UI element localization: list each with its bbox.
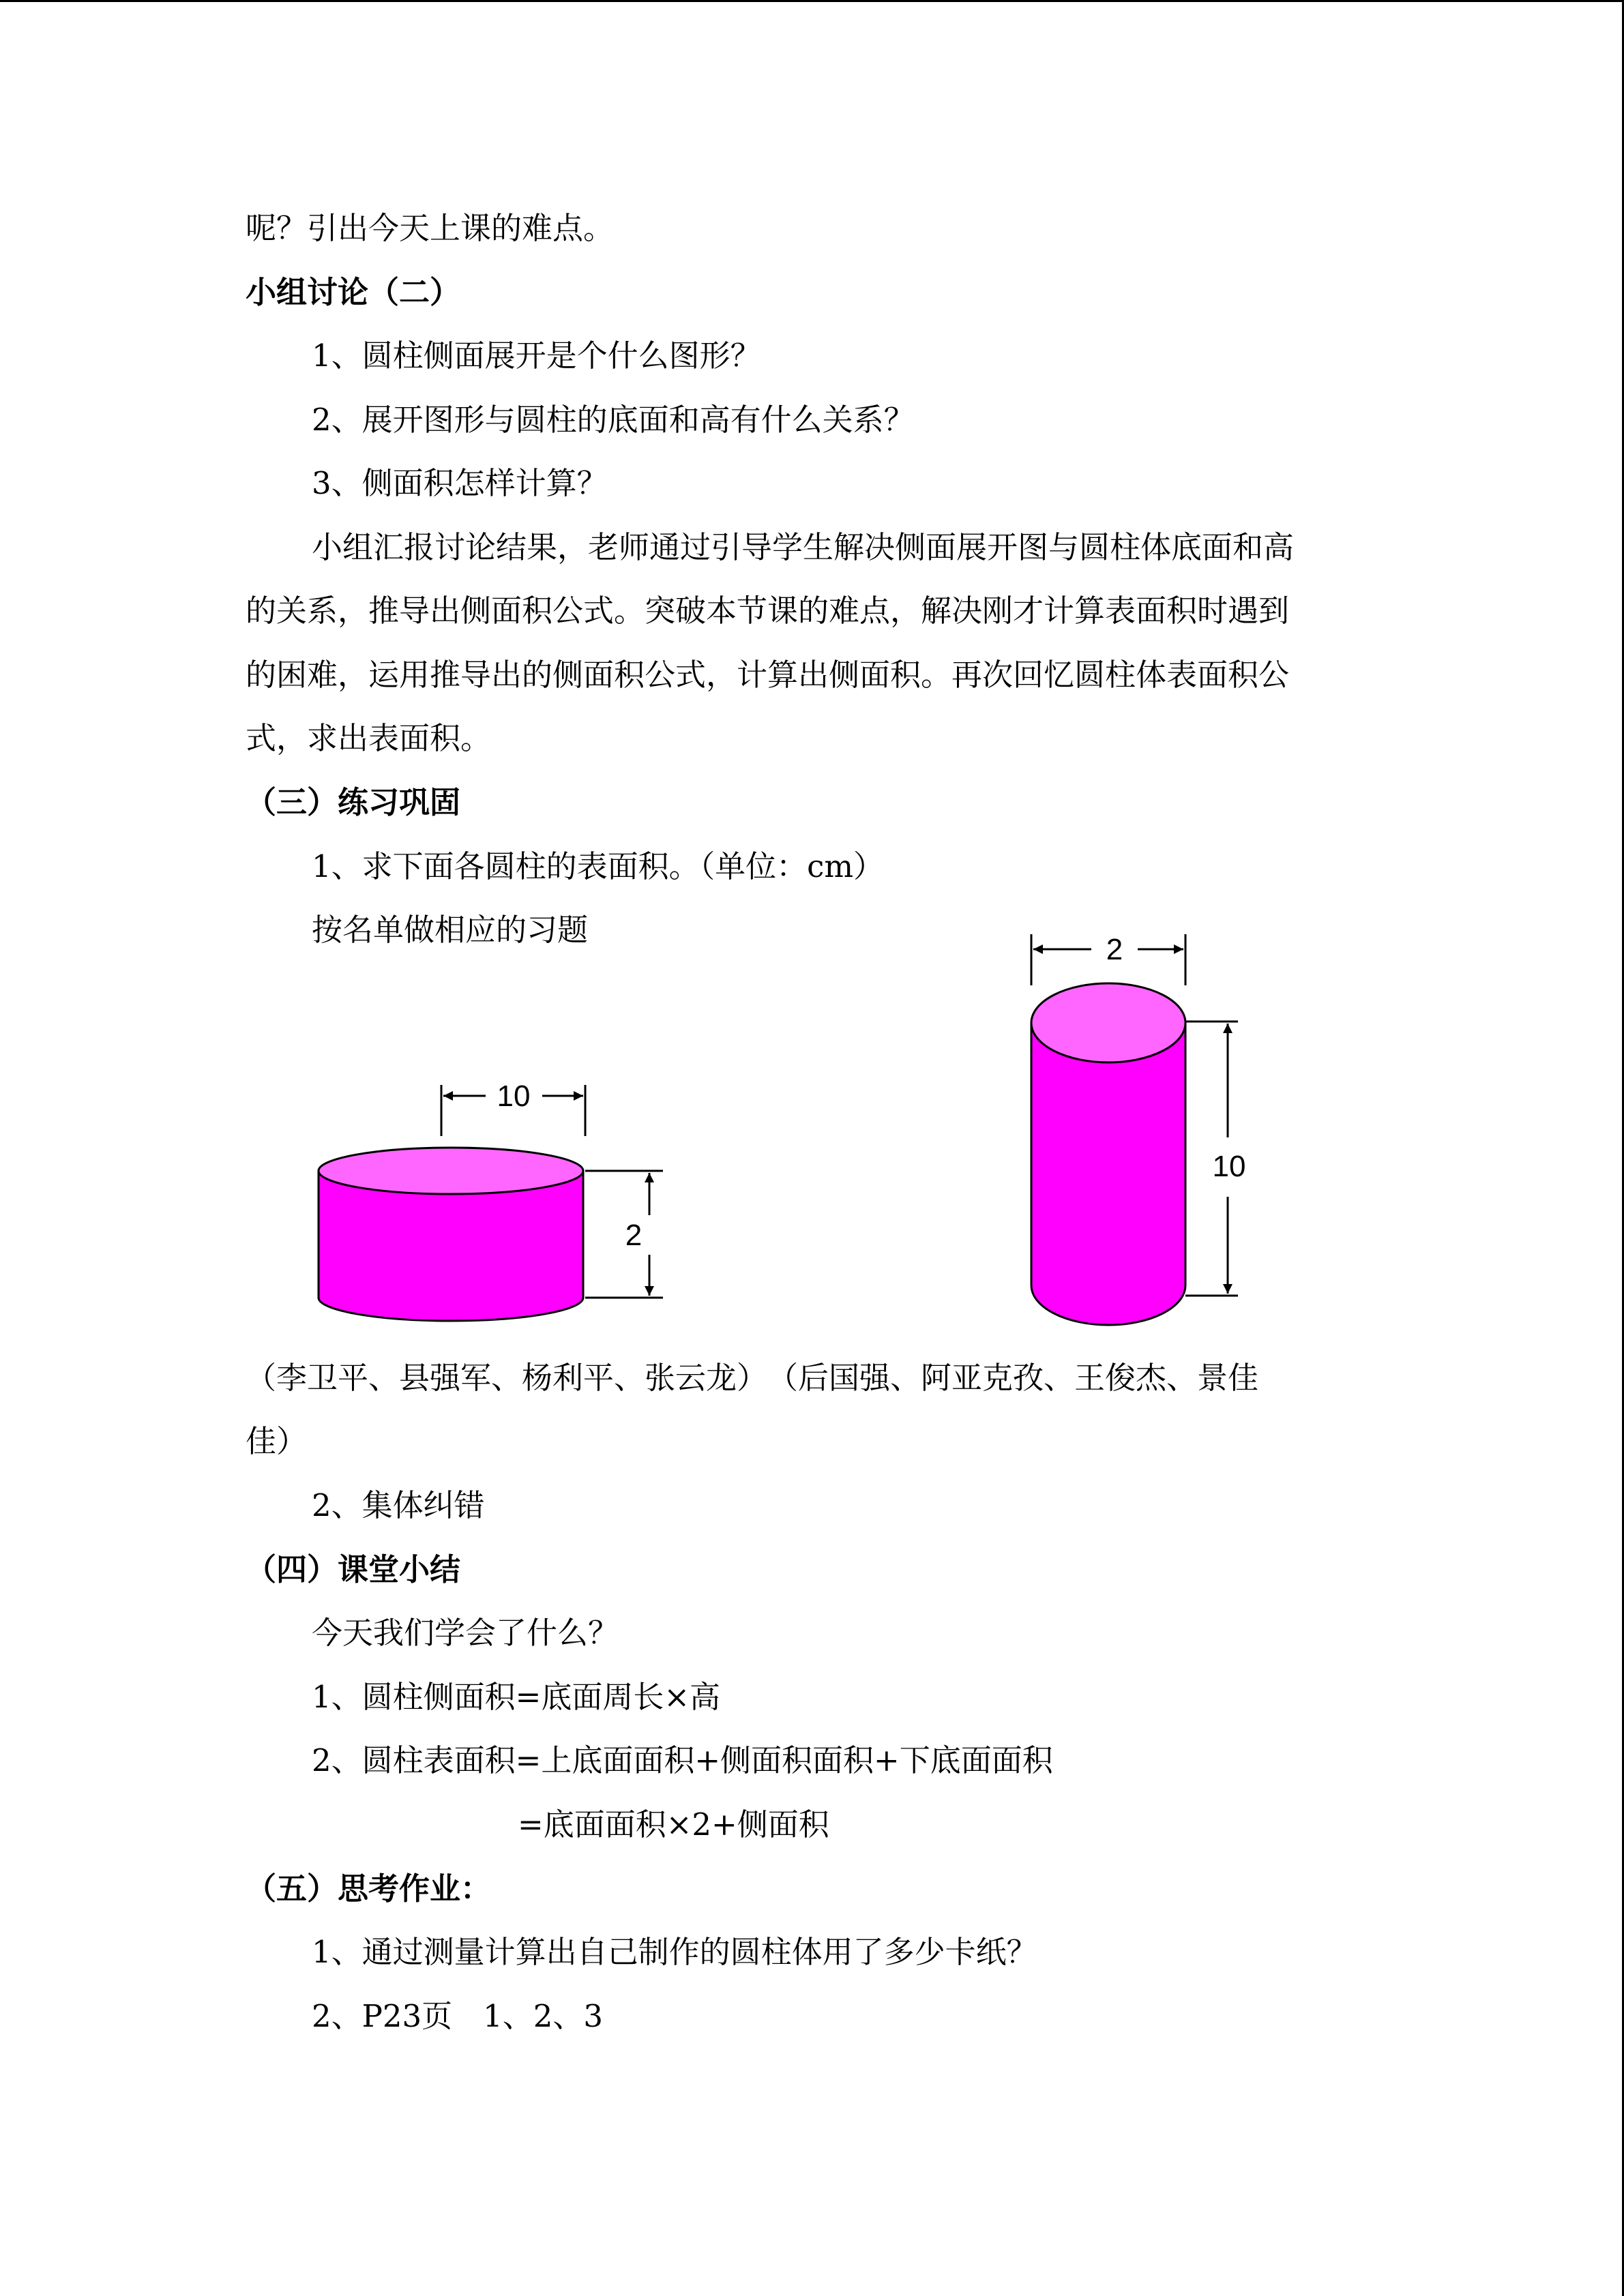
summary-question: 今天我们学会了什么？ — [312, 1615, 619, 1651]
paragraph-line-1: 小组汇报讨论结果，老师通过引导学生解决侧面展开图与圆柱体底面和高 — [312, 529, 1295, 565]
formula-surface-area-simplified: =底面面积×2+侧面积 — [518, 1806, 829, 1843]
cylinder-a-top — [319, 1148, 583, 1194]
text-line-1: 呢？引出今天上课的难点。 — [246, 210, 615, 246]
cylinder-a-diameter-label: 10 — [497, 1079, 531, 1113]
question-2: 2、展开图形与圆柱的底面和高有什么关系？ — [312, 402, 915, 438]
question-1: 1、圆柱侧面展开是个什么图形？ — [312, 338, 761, 374]
exercise-instruction: 1、求下面各圆柱的表面积。（单位：cm） — [312, 848, 885, 884]
paragraph-line-3: 的困难，运用推导出的侧面积公式，计算出侧面积。再次回忆圆柱体表面积公 — [246, 657, 1290, 693]
cylinder-b-height-label: 10 — [1212, 1150, 1246, 1183]
question-3: 3、侧面积怎样计算？ — [312, 465, 608, 501]
student-names-line-2: 佳） — [246, 1423, 308, 1459]
student-names-line-1: （李卫平、县强军、杨利平、张云龙） （后国强、阿亚克孜、王俊杰、景佳 — [246, 1360, 1259, 1396]
homework-item-1: 1、通过测量计算出自己制作的圆柱体用了多少卡纸？ — [312, 1934, 1037, 1970]
paragraph-line-2: 的关系，推导出侧面积公式。突破本节课的难点，解决刚才计算表面积时遇到 — [246, 593, 1290, 629]
section-heading-summary: （四）课堂小结 — [246, 1551, 461, 1587]
cylinder-b — [1031, 933, 1245, 1325]
cylinder-a-height-label: 2 — [625, 1219, 643, 1252]
formula-surface-area: 2、圆柱表面积=上底面面积+侧面积面积+下底面面积 — [312, 1742, 1053, 1778]
cylinder-b-top — [1031, 983, 1185, 1062]
formula-lateral-area: 1、圆柱侧面积=底面周长×高 — [312, 1679, 721, 1715]
section-heading-homework: （五）思考作业： — [246, 1870, 492, 1907]
homework-item-2: 2、P23页 1、2、3 — [312, 1998, 604, 2034]
section-heading-group-discussion: 小组讨论（二） — [246, 274, 461, 310]
cylinder-b-body — [1031, 1023, 1185, 1325]
paragraph-line-4: 式，求出表面积。 — [246, 720, 492, 756]
exercise-note: 按名单做相应的习题 — [312, 912, 589, 948]
cylinder-a — [319, 1079, 663, 1321]
exercise-correction: 2、集体纠错 — [312, 1487, 485, 1523]
section-heading-practice: （三）练习巩固 — [246, 784, 461, 820]
cylinder-b-diameter-label: 2 — [1106, 933, 1123, 966]
